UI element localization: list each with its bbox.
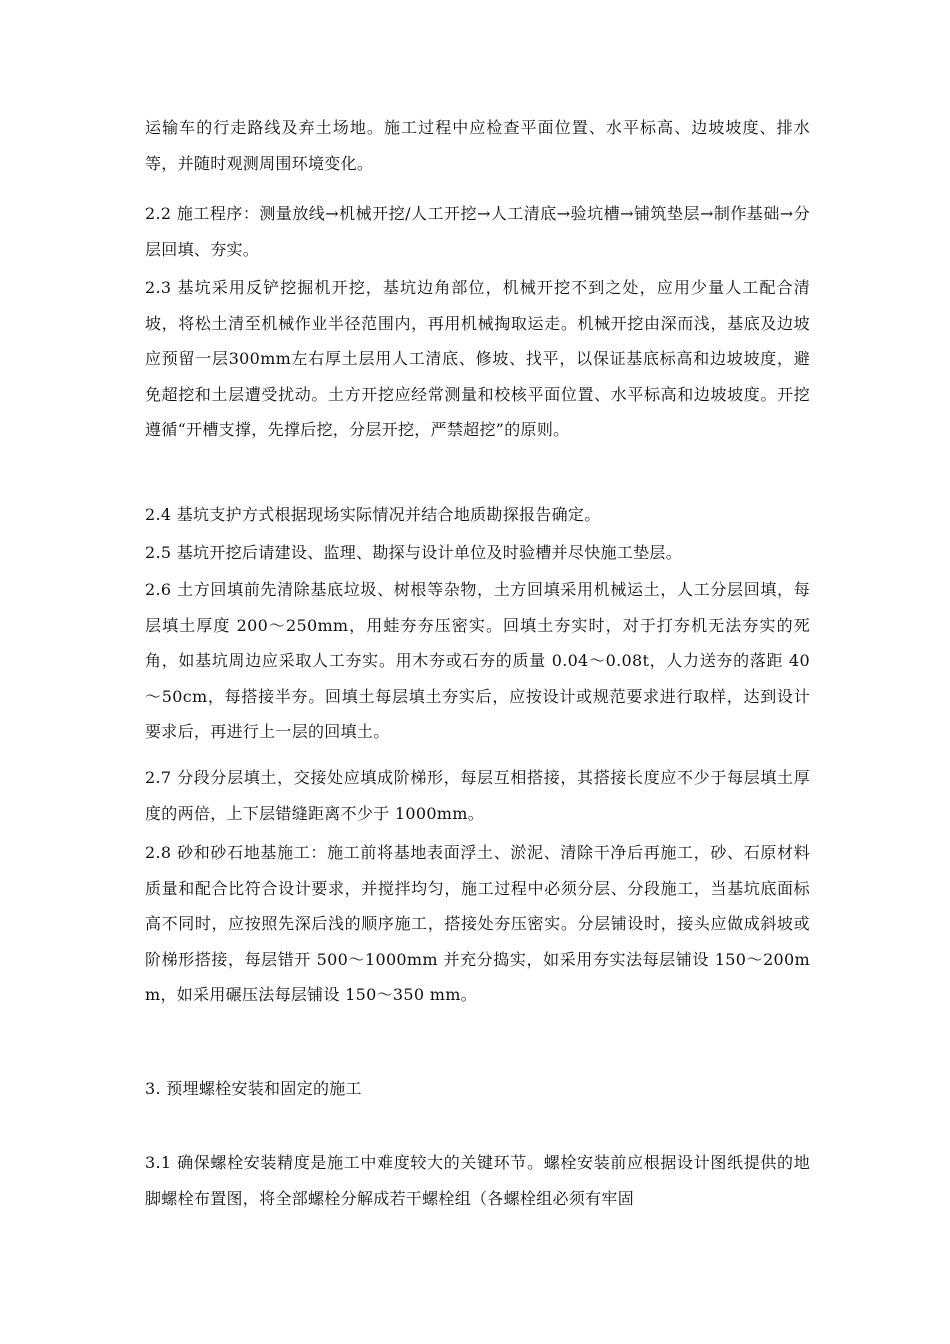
- paragraph-2-2: 2.2 施工程序：测量放线→机械开挖/人工开挖→人工清底→验坑槽→铺筑垫层→制作基础→分层回填、夯实。: [145, 204, 810, 259]
- paragraph-2-4: 2.4 基坑支护方式根据现场实际情况并结合地质勘探报告确定。: [145, 505, 601, 524]
- paragraph-3-1: 3.1 确保螺栓安装精度是施工中难度较大的关键环节。螺栓安装前应根据设计图纸提供的地脚螺栓布置图，将全部螺栓分解成若干螺栓组（各螺栓组必须有牢固: [145, 1153, 810, 1208]
- paragraph-2-6: 2.6 土方回填前先清除基底垃圾、树根等杂物，土方回填采用机械运土，人工分层回填，每层填土厚度 200～250mm，用蛙夯夯压密实。回填土夯实时，对于打夯机无法夯实的死角，如基坑周边应采取人工夯实。用木夯或石夯的质量 0.04～0.08t，人力送夯的落距 40～50cm，每搭接半夯。回填土每层填土夯实后，应按设计或规范要求进行取样，达到设计要求后，再进行上一层的回填土。: [145, 580, 810, 741]
- paragraph-2-7: 2.7 分段分层填土，交接处应填成阶梯形，每层互相搭接，其搭接长度应不少于每层填土厚度的两倍，上下层错缝距离不少于 1000mm。: [145, 768, 810, 823]
- paragraph-2-5: 2.5 基坑开挖后请建设、监理、勘探与设计单位及时验槽并尽快施工垫层。: [145, 543, 683, 562]
- paragraph-continuation: 运输车的行走路线及弃土场地。施工过程中应检查平面位置、水平标高、边坡坡度、排水等，并随时观测周围环境变化。: [145, 118, 810, 173]
- paragraph-2-8: 2.8 砂和砂石地基施工：施工前将基地表面浮土、淤泥、清除干净后再施工，砂、石原材料质量和配合比符合设计要求，并搅拌均匀，施工过程中必须分层、分段施工，当基坑底面标高不同时，应按照先深后浅的顺序施工，搭接处夯压密实。分层铺设时，接头应做成斜坡或阶梯形搭接，每层错开 500～1000mm 并充分捣实，如采用夯实法每层铺设 150～200mm，如采用碾压法每层铺设 150～350 mm。: [145, 843, 810, 1004]
- section-3-heading: 3. 预埋螺栓安装和固定的施工: [145, 1079, 362, 1098]
- paragraph-2-3: 2.3 基坑采用反铲挖掘机开挖，基坑边角部位，机械开挖不到之处，应用少量人工配合清坡，将松土清至机械作业半径范围内，再用机械掏取运走。机械开挖由深而浅，基底及边坡应预留一层300mm左右厚土层用人工清底、修坡、找平，以保证基底标高和边坡坡度，避免超挖和土层遭受扰动。土方开挖应经常测量和校核平面位置、水平标高和边坡坡度。开挖遵循“开槽支撑，先撑后挖，分层开挖，严禁超挖”的原则。: [145, 278, 810, 439]
